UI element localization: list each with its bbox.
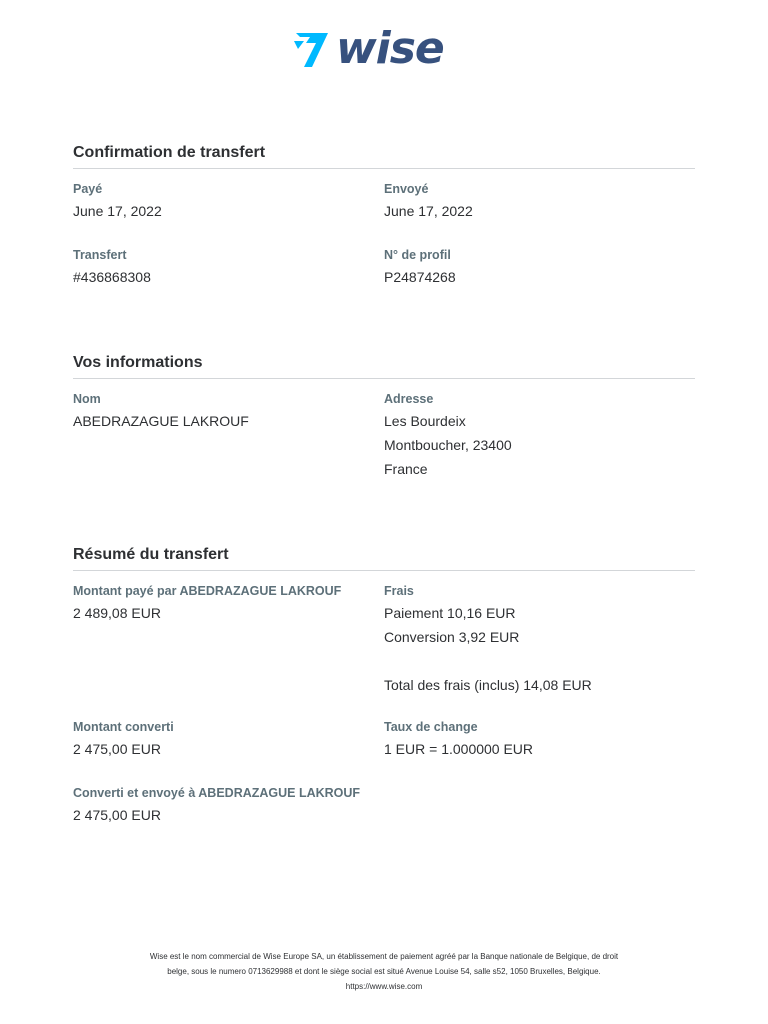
profile-id: P24874268 <box>384 269 456 285</box>
footer-line: Wise est le nom commercial de Wise Europe SA, un établissement de paiement agréé par la Banque nationale de Belgique, de droit <box>149 952 619 961</box>
fee-payment: Paiement 10,16 EUR <box>384 605 516 621</box>
address-line: France <box>384 461 428 477</box>
wise-wordmark: wise <box>336 23 444 74</box>
fees-label: Frais <box>384 584 414 598</box>
amount-paid-label: Montant payé par ABEDRAZAGUE LAKROUF <box>73 584 342 598</box>
confirmation-section <box>73 138 695 289</box>
sent-value: June 17, 2022 <box>384 203 473 219</box>
address-line: Les Bourdeix <box>384 413 466 429</box>
address-line: Montboucher, 23400 <box>384 437 512 453</box>
name-value: ABEDRAZAGUE LAKROUF <box>73 413 249 429</box>
footer-line: belge, sous le numero 0713629988 et dont le siège social est situé Avenue Louise 54, salle s52, 1050 Bruxelles, Belgique. <box>167 967 601 976</box>
info-section <box>73 348 695 481</box>
summary-title: Résumé du transfert <box>73 540 695 571</box>
wise-logo <box>292 24 482 74</box>
fee-conversion: Conversion 3,92 EUR <box>384 629 520 645</box>
address-label: Adresse <box>384 392 434 406</box>
legal-footer <box>100 949 668 994</box>
amount-paid-value: 2 489,08 EUR <box>73 605 161 621</box>
converted-label: Montant converti <box>73 720 174 734</box>
rate-label: Taux de change <box>384 720 478 734</box>
converted-value: 2 475,00 EUR <box>73 741 161 757</box>
name-label: Nom <box>73 392 101 406</box>
transfer-id: #436868308 <box>73 269 151 285</box>
sent-label: Envoyé <box>384 182 429 196</box>
confirmation-title: Confirmation de transfert <box>73 138 695 169</box>
fee-total: Total des frais (inclus) 14,08 EUR <box>384 677 592 693</box>
paid-label: Payé <box>73 182 103 196</box>
summary-section <box>73 540 695 827</box>
info-title: Vos informations <box>73 348 695 379</box>
profile-label: N° de profil <box>384 248 451 262</box>
sent-to-label: Converti et envoyé à ABEDRAZAGUE LAKROUF <box>73 786 361 800</box>
footer-link[interactable]: https://www.wise.com <box>345 982 423 991</box>
transfer-label: Transfert <box>73 248 127 262</box>
wise-flag-icon <box>292 27 332 71</box>
paid-value: June 17, 2022 <box>73 203 162 219</box>
sent-to-value: 2 475,00 EUR <box>73 807 161 823</box>
rate-value: 1 EUR = 1.000000 EUR <box>384 741 534 757</box>
